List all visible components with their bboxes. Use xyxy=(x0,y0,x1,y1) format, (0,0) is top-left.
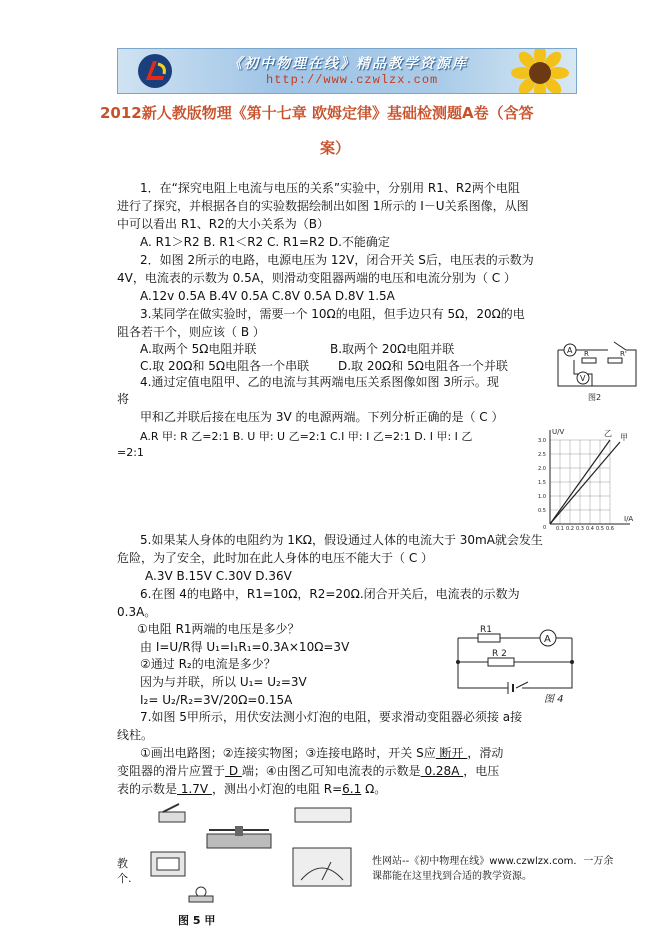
site-logo-icon xyxy=(136,52,174,90)
banner-title: 《初中物理在线》精品教学资源库 xyxy=(228,56,468,72)
q1-line3: 中可以看出 R1、R2的大小关系为（B） xyxy=(117,217,329,231)
q3-option-b: B.取两个 20Ω电阻并联 xyxy=(330,342,455,356)
ytick: 3.0 xyxy=(538,438,546,444)
xtick: 0.2 xyxy=(566,526,574,530)
q6-line1: 6.在图 4的电路中，R1=10Ω，R2=20Ω.闭合开关后，电流表的示数为 xyxy=(140,587,520,601)
answer-resistance: 6.1 xyxy=(342,782,362,796)
ytick: 0 xyxy=(543,525,547,530)
y-axis-label: U/V xyxy=(552,428,565,436)
answer-voltage: 1.7V xyxy=(177,782,212,796)
xtick: 0.1 xyxy=(556,526,564,530)
banner-url[interactable]: http://www.czwlzx.com xyxy=(266,73,439,87)
q7-line5: 表的示数是 1.7V ，测出小灯泡的电阻 R=6.1 Ω。 xyxy=(117,782,387,796)
answer-current: 0.28A xyxy=(420,764,464,778)
figure-4-circuit xyxy=(448,624,583,706)
ytick: 0.5 xyxy=(538,508,546,514)
q1-options: A. R1＞R2 B. R1＜R2 C. R1=R2 D.不能确定 xyxy=(140,235,390,249)
label-yi: 乙 xyxy=(604,429,612,438)
svg-text:A: A xyxy=(544,634,551,645)
line-jia xyxy=(550,442,620,524)
xtick: 0.6 xyxy=(606,526,614,530)
fig4-r1: R1 xyxy=(480,625,492,635)
answer-switch: 断开 xyxy=(435,746,468,760)
fig4-caption: 图 4 xyxy=(544,694,564,705)
svg-text:R: R xyxy=(584,350,589,358)
svg-text:A: A xyxy=(567,346,573,355)
q4-line3: 甲和乙并联后接在电压为 3V 的电源两端。下列分析正确的是（ C ） xyxy=(140,410,504,424)
q2-options: A.12v 0.5A B.4V 0.5A C.8V 0.5A D.8V 1.5A xyxy=(140,289,395,303)
q3-line2: 阻各若干个，则应该（ B ） xyxy=(117,325,265,339)
answer-slider-end: D xyxy=(225,764,242,778)
q2-line2: 4V，电流表的示数为 0.5A，则滑动变阻器两端的电压和电流分别为（ C ） xyxy=(117,271,516,285)
figure-2-caption: 图2 xyxy=(588,393,602,402)
q7-line3: ①画出电路图；②连接实物图；③连接电路时，开关 S应 断开 ，滑动 xyxy=(140,746,504,760)
header-banner xyxy=(117,48,577,94)
sunflower-icon xyxy=(510,48,570,94)
q2-line1: 2．如图 2所示的电路，电源电压为 12V，闭合开关 S后，电压表的示数为 xyxy=(140,253,534,267)
q5-line2: 危险，为了安全，此时加在此人身体的电压不能大于（ C ） xyxy=(117,551,434,565)
footer-left-2: 个. xyxy=(117,872,132,885)
ytick: 2.0 xyxy=(538,466,546,472)
q6-step3: ②通过 R₂的电流是多少？ xyxy=(140,657,276,671)
label-jia: 甲 xyxy=(620,433,628,442)
q5-options: A.3V B.15V C.30V D.36V xyxy=(145,569,292,583)
x-axis-label: I/A xyxy=(624,515,634,523)
footer-left-1: 教 xyxy=(117,857,128,870)
q1-line2: 进行了探究，并根据各自的实验数据绘制出如图 1所示的 I－U关系图像，从图 xyxy=(117,199,529,213)
ytick: 2.5 xyxy=(538,452,546,458)
q6-step5: I₂= U₂/R₂=3V/20Ω=0.15A xyxy=(140,693,293,707)
xtick: 0.3 xyxy=(576,526,584,530)
fig4-r2: R 2 xyxy=(492,649,507,659)
svg-text:R': R' xyxy=(620,350,627,358)
q3-line1: 3.某同学在做实验时，需要一个 10Ω的电阻，但手边只有 5Ω，20Ω的电 xyxy=(140,307,525,321)
xtick: 0.4 xyxy=(586,526,594,530)
q4-line1: 4.通过定值电阻甲、乙的电流与其两端电压关系图像如图 3所示。现 xyxy=(140,375,499,389)
q1-line1: 1．在“探究电阻上电流与电压的关系”实验中，分别用 R1、R2两个电阻 xyxy=(140,181,520,195)
footer-right-1: 性网站--《初中物理在线》www.czwlzx.com．一万余 xyxy=(372,856,614,867)
q3-option-a: A.取两个 5Ω电阻并联 xyxy=(140,342,257,356)
figure-5-caption: 图 5 甲 xyxy=(178,914,216,927)
page-title-cont: 案） xyxy=(320,139,351,157)
q6-step2: 由 I=U/R得 U₁=I₁R₁=0.3A×10Ω=3V xyxy=(140,640,350,654)
figure-3-graph xyxy=(530,425,645,530)
q5-line1: 5.如果某人身体的电阻约为 1KΩ，假设通过人体的电流大于 30mA就会发生 xyxy=(140,533,543,547)
xtick: 0.5 xyxy=(596,526,604,530)
footer-right-2: 课都能在这里找到合适的教学资源。 xyxy=(372,871,532,882)
q6-step4: 因为与并联，所以 U₁= U₂=3V xyxy=(140,675,307,689)
ytick: 1.5 xyxy=(538,480,546,486)
q4-options-tail: =2:1 xyxy=(117,446,144,459)
q7-line4: 变阻器的滑片应置于 D 端；④由图乙可知电流表的示数是 0.28A ，电压 xyxy=(117,764,500,778)
svg-text:V: V xyxy=(580,374,586,383)
q7-line2: 线柱。 xyxy=(117,728,154,742)
q7-line1: 7.如图 5甲所示，用伏安法测小灯泡的电阻，要求滑动变阻器必须接 a接 xyxy=(140,710,523,724)
page-title: 2012新人教版物理《第十七章 欧姆定律》基础检测题A卷（含答 xyxy=(100,104,534,122)
q3-option-c: C.取 20Ω和 5Ω电阻各一个串联 xyxy=(140,359,310,373)
q4-line2: 将 xyxy=(117,392,130,406)
figure-2-circuit xyxy=(548,334,643,404)
q4-options: A.R 甲: R 乙=2:1 B. U 甲: U 乙=2:1 C.I 甲: I 乙=2:1 D. I 甲: I 乙 xyxy=(140,430,473,443)
ytick: 1.0 xyxy=(538,494,546,500)
q6-step1: ①电阻 R1两端的电压是多少？ xyxy=(137,622,300,636)
q3-option-d: D.取 20Ω和 5Ω电阻各一个并联 xyxy=(338,359,508,373)
figure-5-apparatus xyxy=(145,800,360,908)
q6-line2: 0.3A。 xyxy=(117,605,157,619)
